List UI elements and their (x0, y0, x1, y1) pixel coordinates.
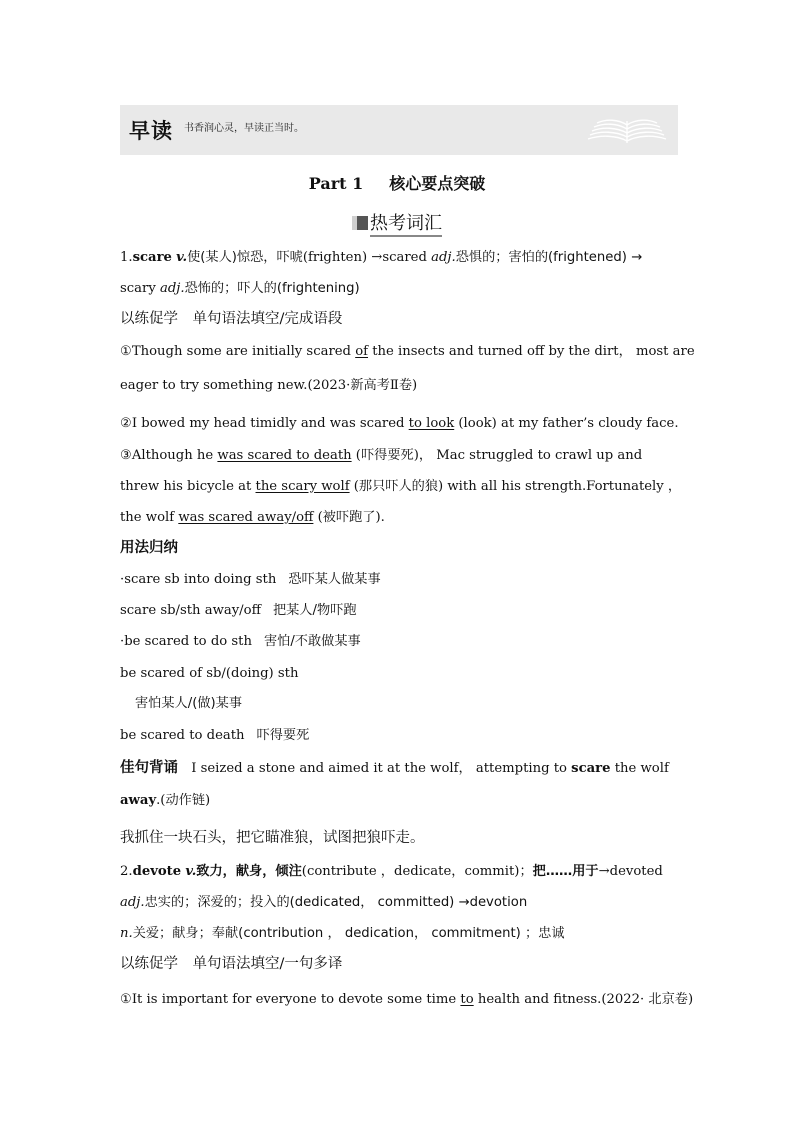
recite-sentence-cont: away.(动作链) (120, 793, 211, 808)
usage-item-meaning: 害怕某人/(做)某事 (135, 696, 243, 711)
usage-item: ·be scared to do sth 害怕/不敢做某事 (120, 634, 361, 649)
entry-2-line-3: n.关爱；献身；奉献(contribution ， dedication， commitment) ；忠诚 (120, 926, 565, 941)
open-book-icon (584, 111, 670, 149)
entry-2-line-1: 2.devote v.致力，献身，倾注(contribute ，dedicate，commit)；把……用于→devoted (120, 864, 663, 879)
part-label: Part 1 (308, 174, 364, 193)
entry-1-example-1-cont: eager to try something new.(2023·新高考Ⅱ卷) (120, 378, 418, 393)
entry-1-example-2: ②I bowed my head timidly and was scared to look (look) at my father’s cloudy face. (120, 416, 679, 431)
section-heading (0, 209, 794, 235)
part-title (0, 171, 794, 194)
entry-2-practice-heading: 以练促学 单句语法填空/一句多译 (120, 956, 343, 972)
entry-1-line-1: 1.scare v.使(某人)惊恐，吓唬(frighten) →scared adj.恐惧的；害怕的(frightened) → (120, 250, 643, 265)
entry-1-example-3: ③Although he was scared to death (吓得要死)， Mac struggled to crawl up and (120, 448, 643, 463)
entry-1-practice-heading: 以练促学 单句语法填空/完成语段 (120, 311, 343, 327)
part-heading: 核心要点突破 (389, 174, 486, 193)
section-heading-label: 热考词汇 (370, 213, 442, 237)
morning-reading-banner (120, 105, 678, 155)
headword-devote: devote (132, 864, 182, 879)
answer-blank: of (355, 344, 369, 359)
answer-blank: was scared away/off (178, 510, 314, 525)
recite-sentence: 佳句背诵 I seized a stone and aimed it at the wolf， attempting to scare the wolf (120, 760, 669, 776)
entry-1-example-3-cont: threw his bicycle at the scary wolf (那只吓人的狼) with all his strength.Fortunately ， (120, 479, 682, 494)
entry-1-line-2: scary adj.恐怖的；吓人的(frightening) (120, 281, 360, 296)
answer-blank: to (460, 992, 474, 1007)
answer-blank: to look (408, 416, 455, 431)
recite-translation: 我抓住一块石头，把它瞄准狼，试图把狼吓走。 (120, 830, 425, 846)
usage-item: be scared of sb/(doing) sth (120, 666, 299, 681)
recite-label: 佳句背诵 (120, 760, 178, 776)
entry-2-line-2: adj.忠实的；深爱的；投入的(dedicated， committed) →devotion (120, 895, 528, 910)
banner-slogan: 书香润心灵，早读正当时。 (184, 123, 304, 134)
usage-item: be scared to death 吓得要死 (120, 728, 310, 743)
section-marker-icon (352, 216, 368, 230)
answer-blank: was scared to death (217, 448, 352, 463)
entry-1-example-1: ①Though some are initially scared of the insects and turned off by the dirt， most are (120, 344, 695, 359)
entry-2-example-1: ①It is important for everyone to devote some time to health and fitness.(2022· 北京卷) (120, 992, 694, 1007)
usage-item: scare sb/sth away/off 把某人/物吓跑 (120, 603, 357, 618)
headword-scare: scare (132, 250, 172, 265)
entry-1-example-3-end: the wolf was scared away/off (被吓跑了). (120, 510, 385, 525)
usage-item: ·scare sb into doing sth 恐吓某人做某事 (120, 572, 381, 587)
banner-title: 早读 (129, 118, 173, 143)
answer-blank: the scary wolf (255, 479, 350, 494)
usage-heading: 用法归纳 (120, 540, 178, 556)
